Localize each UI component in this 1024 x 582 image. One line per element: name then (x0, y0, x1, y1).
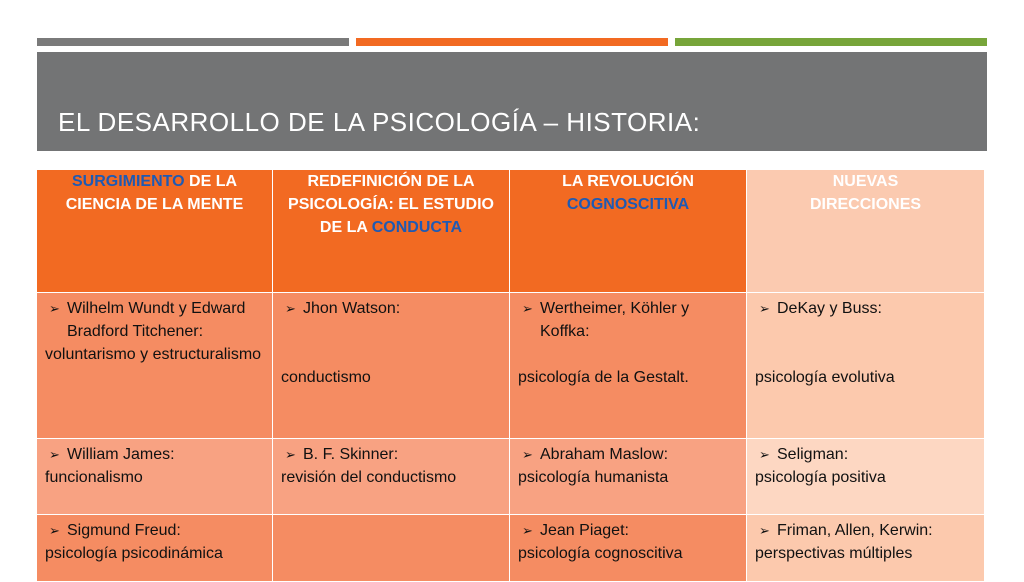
table-cell (37, 515, 273, 582)
cell-name: Jean Piaget: (540, 522, 629, 539)
arrow-bullet-icon: ➢ (49, 447, 60, 462)
cell-desc: psicología humanista (518, 469, 669, 486)
cell-desc: conductismo (281, 369, 371, 386)
cell-name: Abraham Maslow: (540, 446, 669, 463)
cell-name: William James: (67, 446, 175, 463)
table-cell-empty (273, 515, 510, 582)
header-text: REDEFINICIÓN DE LA PSICOLOGÍA: EL ESTUDIO DE LA (288, 173, 494, 236)
arrow-bullet-icon: ➢ (522, 447, 533, 462)
cell-desc: funcionalismo (45, 469, 143, 486)
cell-name: DeKay y Buss: (777, 300, 882, 317)
header-highlight: COGNOSCITIVA (566, 196, 690, 213)
table-row (37, 439, 985, 515)
history-table (36, 169, 985, 582)
header-surgimiento (37, 170, 273, 293)
table-cell (510, 439, 747, 515)
cell-desc: revisión del conductismo (281, 469, 457, 486)
title-band (37, 52, 987, 151)
header-text: NUEVAS DIRECCIONES (809, 173, 922, 213)
table-cell (747, 439, 985, 515)
decor-stripe-green (675, 38, 987, 46)
cell-desc: psicología cognoscitiva (518, 545, 683, 562)
cell-name: Friman, Allen, Kerwin: (777, 522, 933, 539)
arrow-bullet-icon: ➢ (522, 301, 533, 316)
cell-name: Jhon Watson: (303, 300, 401, 317)
cell-desc: voluntarismo y estructuralismo (45, 346, 262, 363)
table-cell (273, 293, 510, 439)
table-row (37, 293, 985, 439)
cell-name: Wertheimer, Köhler y Koffka: (540, 300, 690, 340)
arrow-bullet-icon: ➢ (49, 523, 60, 538)
header-nuevas (747, 170, 985, 293)
table-cell (273, 439, 510, 515)
arrow-bullet-icon: ➢ (759, 523, 770, 538)
cell-name: Wilhelm Wundt y Edward Bradford Titchener: (67, 300, 246, 340)
table-cell (37, 293, 273, 439)
cell-name: B. F. Skinner: (303, 446, 399, 463)
table-cell (747, 515, 985, 582)
cell-name: Seligman: (777, 446, 849, 463)
cell-desc: psicología de la Gestalt. (518, 369, 689, 386)
table-cell (510, 293, 747, 439)
arrow-bullet-icon: ➢ (49, 301, 60, 316)
cell-desc: psicología psicodinámica (45, 545, 223, 562)
header-text: DE LA CIENCIA DE LA MENTE (65, 173, 244, 213)
arrow-bullet-icon: ➢ (759, 447, 770, 462)
table-cell (37, 439, 273, 515)
header-redefinicion (273, 170, 510, 293)
cell-name: Sigmund Freud: (67, 522, 181, 539)
arrow-bullet-icon: ➢ (285, 447, 296, 462)
table-cell (747, 293, 985, 439)
arrow-bullet-icon: ➢ (285, 301, 296, 316)
header-text: LA REVOLUCIÓN (562, 173, 694, 190)
header-revolucion (510, 170, 747, 293)
cell-desc: psicología evolutiva (755, 369, 895, 386)
table-row (37, 515, 985, 582)
table-cell (510, 515, 747, 582)
slide-title: EL DESARROLLO DE LA PSICOLOGÍA – HISTORIA: (58, 107, 701, 137)
header-highlight: CONDUCTA (371, 219, 463, 236)
table-header-row (37, 170, 985, 293)
arrow-bullet-icon: ➢ (759, 301, 770, 316)
decor-stripe-orange (356, 38, 668, 46)
cell-desc: perspectivas múltiples (755, 545, 913, 562)
decor-stripe-gray (37, 38, 349, 46)
arrow-bullet-icon: ➢ (522, 523, 533, 538)
header-highlight: SURGIMIENTO (71, 173, 185, 190)
cell-desc: psicología positiva (755, 469, 886, 486)
